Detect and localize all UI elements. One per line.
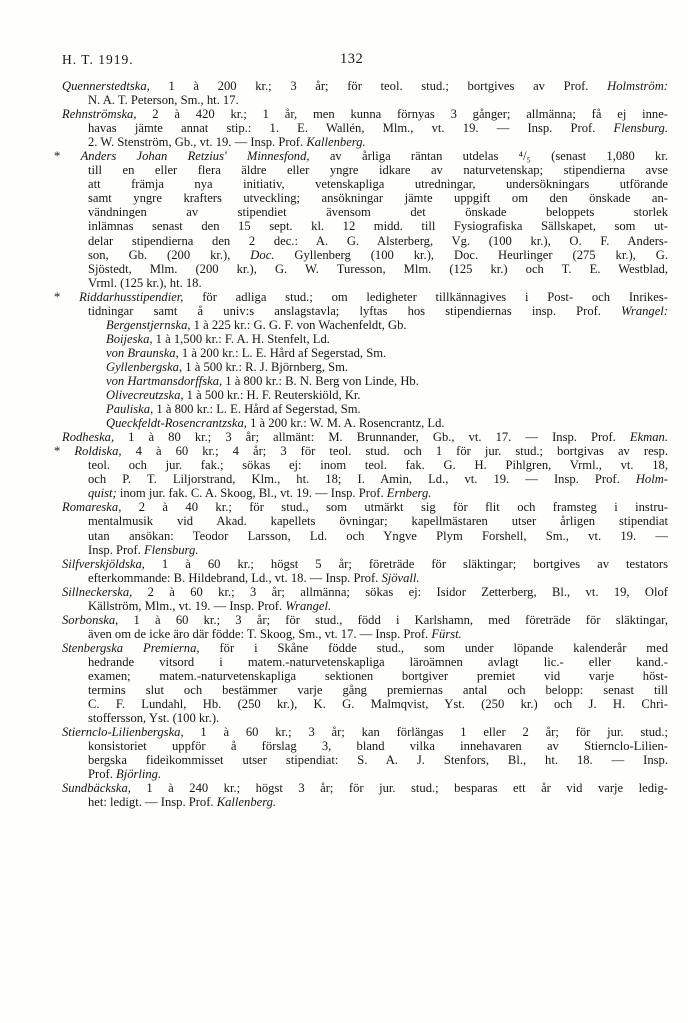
text-line [54,290,668,304]
text-line [62,234,668,248]
text-run: för adliga stud.; om ledigheter tillkännagives i Post- och Inrikes- [183,289,668,304]
text-run: för i Skåne födde stud., som under löpande kalenderår med [199,640,668,655]
text-run: Vrml. (125 kr.), ht. 18. [88,275,202,290]
text-line [62,585,668,599]
text-run: 1 à 200 kr.: W. M. A. Rosencrantz, Ld. [246,416,445,431]
text-run: 2 à 420 kr.; 1 år, men kunna förnyas 3 gånger; allmänna; få ej inne- [136,107,668,122]
text-line [62,388,668,402]
text-run: att främja nya initiativ, vetenskapliga utredningar, undersökningars utförande [88,177,668,192]
text-run: 2 à 40 kr.; för stud., som utmärkt sig för flit och framsteg i instru- [121,500,668,515]
text-run: 1 à 500 kr.: H. F. Reuterskiöld, Kr. [183,388,361,403]
text-line [62,697,668,711]
italic-text: Rodheska, [62,430,115,445]
text-run: Källström, Mlm., vt. 19. — Insp. Prof. [88,598,286,613]
text-run: 1 à 240 kr.; högst 3 år; för jur. stud.; besparas ett år vid varje ledig- [130,781,668,796]
text-line [62,79,668,93]
text-line [62,262,668,276]
italic-text: Rehnströmska, [62,107,137,122]
text-run: 1 à 225 kr.: G. G. F. von Wachenfeldt, Gb. [190,317,407,332]
text-run: son, Gb. (200 kr.), [88,247,251,262]
text-line [62,430,668,444]
italic-text: Boijeska, [106,331,153,346]
text-line [62,163,668,177]
text-line [62,93,668,107]
text-run: * [54,444,75,459]
text-run: Sjöstedt, Mlm. (200 kr.), G. W. Turesson, Mlm. (125 kr.) och T. E. Westblad, [88,261,668,276]
text-run: konsistoriet uppför å förslag 3, bland vilka innehavaren av Stiernclo-Lilien- [88,739,668,754]
text-line [62,514,668,528]
text-run: Gyllenberg (100 kr.), Doc. Heurlinger (275 kr.), G. [274,247,668,262]
text-line [62,725,668,739]
text-run: 1 à 200 kr.; 3 år; för teol. stud.; bortgives av Prof. [149,79,608,93]
text-line [62,767,668,781]
text-run: och P. T. Liljorstrand, Klm., ht. 18; I. Amin, Ld., vt. 19. — Insp. Prof. [88,472,636,487]
italic-text: Kallenberg. [306,135,366,150]
text-run: 1 à 60 kr.; 3 år; kan förlängas 1 eller 2 år; för jur. stud.; [183,725,668,740]
text-line [62,332,668,346]
italic-text: Sillneckerska, [62,584,133,599]
text-line [54,149,668,163]
text-line [62,107,668,121]
text-line [62,205,668,219]
text-line [62,121,668,135]
text-line [62,458,668,472]
text-run: Prof. [88,767,116,782]
italic-text: Wrangel: [621,303,668,318]
text-line [62,641,668,655]
italic-text: Sundbäckska, [62,781,131,796]
text-line [62,795,668,809]
italic-text: Wrangel. [285,598,332,613]
italic-text: quist; [88,486,117,501]
italic-text: Flensburg. [143,542,199,557]
italic-text: Queckfeldt-Rosencrantzska, [106,416,247,431]
text-run: N. A. T. Peterson, Sm., ht. 17. [88,93,239,108]
text-line [62,557,668,571]
italic-text: Holmström: [607,79,668,93]
text-run: delar stipendierna den 2 dec.: A. G. Alsterberg, Vg. (100 kr.), O. F. Anders- [88,233,668,248]
text-run: av årliga räntan utdelas ⁴/₅ (senast 1,080 kr. [309,149,668,164]
text-line [62,248,668,262]
italic-text: Silfverskjöldska, [62,556,145,571]
italic-text: Sorbonska, [62,612,119,627]
text-line [62,472,668,486]
italic-text: Olivecreutzska, [106,388,184,403]
text-run: Insp. Prof. [88,542,144,557]
text-run: termins slut och bestämmer varje gång premiernas antal och belopp: senast till [88,683,668,698]
italic-text: Flensburg. [613,121,668,136]
italic-text: Stenbergska Premierna, [62,640,200,655]
italic-text: Holm- [635,472,668,487]
text-line [62,543,668,557]
text-run: 2. W. Stenström, Gb., vt. 19. — Insp. Prof. [88,135,307,150]
text-run: 1 à 60 kr.; 3 år; för stud., född i Karlshamn, med företräde för släktingar, [118,612,668,627]
text-line [62,318,668,332]
text-line [62,655,668,669]
text-line [62,739,668,753]
text-line [62,781,668,795]
text-line [62,374,668,388]
text-run: 4 à 60 kr.; 4 år; 3 för teol. stud. och 1 för jur. stud.; bortgivas av resp. [121,444,669,459]
italic-text: Gyllenbergska, [106,359,183,374]
text-line [62,753,668,767]
text-line [62,486,668,500]
text-line [62,669,668,683]
italic-text: Anders Johan Retzius' Minnesfond, [80,149,310,164]
text-run: samt yngre krafters utveckling; ansökningar jämte uppgift om den önskade an- [88,191,668,206]
italic-text: Pauliska, [106,402,154,417]
text-line [62,304,668,318]
text-run: till en eller flera äldre eller yngre idkare av naturvetenskap; stipendierna avse [88,163,668,178]
italic-text: Riddarhusstipendier, [79,289,184,304]
text-run: efterkommande: B. Hildebrand, Ld., vt. 18. — Insp. Prof. [88,570,382,585]
text-run: 1 à 60 kr.; högst 5 år; företräde för släktingar; bortgives av testators [144,556,668,571]
italic-text: Ernberg. [386,486,432,501]
text-run: * [54,289,80,304]
text-line [62,219,668,233]
text-run: 1 à 80 kr.; 3 år; allmänt: M. Brunnander, Gb., vt. 17. — Insp. Prof. [114,430,630,445]
text-run: havas jämte annat stip.: 1. E. Wallén, Mlm., vt. 19. — Insp. Prof. [88,121,614,136]
text-run: utan ansökan: Teodor Larsson, Ld. och Yngve Plym Forshell, Sm., vt. 19. — [88,528,668,543]
text-run: bergska fideikommisset utser stipendiat: S. A. J. Stenfors, Bl., ht. 18. — Insp. [88,753,668,768]
italic-text: Bergenstjernska, [106,317,191,332]
text-line [62,627,668,641]
text-line [62,529,668,543]
italic-text: Doc. [250,247,275,262]
text-run: examen; matem.-naturvetenskapliga sektionen bortgiver premiet vid varje höst- [88,668,668,683]
text-run: tidningar samt å univ:s anslagstavla; lyftas hos stipendiernas insp. Prof. [88,303,622,318]
text-run: 2 à 60 kr.; 3 år; allmänna; sökas ej: Isidor Zetterberg, Bl., vt. 19, Olof [132,584,668,599]
italic-text: Roldiska, [74,444,122,459]
text-line [62,571,668,585]
text-line [62,191,668,205]
text-run: vändningen av stipendiet ävensom det önskade beloppets storlek [88,205,668,220]
text-line [62,613,668,627]
text-run: 1 à 1,500 kr.: F. A. H. Stenfelt, Ld. [152,331,330,346]
text-line [62,711,668,725]
text-run: 1 à 200 kr.: L. E. Hård af Segerstad, Sm. [178,345,387,360]
page-number: 132 [340,51,364,67]
text-line [62,500,668,514]
text-run: 1 à 800 kr.: B. N. Berg von Linde, Hb. [222,373,419,388]
running-header: H. T. 1919. [62,52,134,67]
text-run: * [54,149,81,164]
italic-text: Quennerstedtska, [62,79,150,93]
text-run: mentalmusik vid Akad. kapellets övningar; kapellmästaren utser årligen stipendiat [88,514,668,529]
italic-text: Ekman. [629,430,668,445]
italic-text: von Braunska, [106,345,179,360]
italic-text: Fürst. [431,626,462,641]
italic-text: Stiernclo-Lilienbergska, [62,725,184,740]
italic-text: Björling. [116,767,162,782]
text-line [62,683,668,697]
text-run: teol. och jur. fak.; sökas ej: inom teol. fak. G. H. Pihlgren, Vrml., vt. 18, [88,458,668,473]
text-line [62,402,668,416]
italic-text: von Hartmansdorffska, [106,373,223,388]
text-line [62,346,668,360]
text-run: hedrande vitsord i matem.-naturvetenskapliga läroämnen avlagt lic.- eller kand.- [88,654,668,669]
text-run: 1 à 800 kr.: L. E. Hård af Segerstad, Sm. [153,402,361,417]
italic-text: Romareska, [62,500,122,515]
text-line [62,276,668,290]
text-run: även om de icke äro där födde: T. Skoog, Sm., vt. 17. — Insp. Prof. [88,626,432,641]
italic-text: Kallenberg. [216,795,277,810]
text-line [62,416,668,430]
text-line [62,135,668,149]
text-line [54,444,668,458]
text-run: C. F. Lundahl, Hb. (250 kr.), K. G. Malmqvist, Yst. (250 kr.) och J. H. Chri- [88,697,668,712]
text-run: inom jur. fak. C. A. Skoog, Bl., vt. 19. — Insp. Prof. [116,486,387,501]
text-run: inlämnas senast den 15 sept. kl. 12 midd. till Fysiografiska Sällskapet, som ut- [88,219,668,234]
italic-text: Sjövall. [381,570,420,585]
scholarship-list [54,79,669,810]
text-line [62,177,668,191]
text-line [62,360,668,374]
text-line [62,599,668,613]
text-run: 1 à 500 kr.: R. J. Björnberg, Sm. [182,359,349,374]
text-run: stoffersson, Yst. (100 kr.). [88,711,220,726]
text-run: het: ledigt. — Insp. Prof. [88,795,217,810]
